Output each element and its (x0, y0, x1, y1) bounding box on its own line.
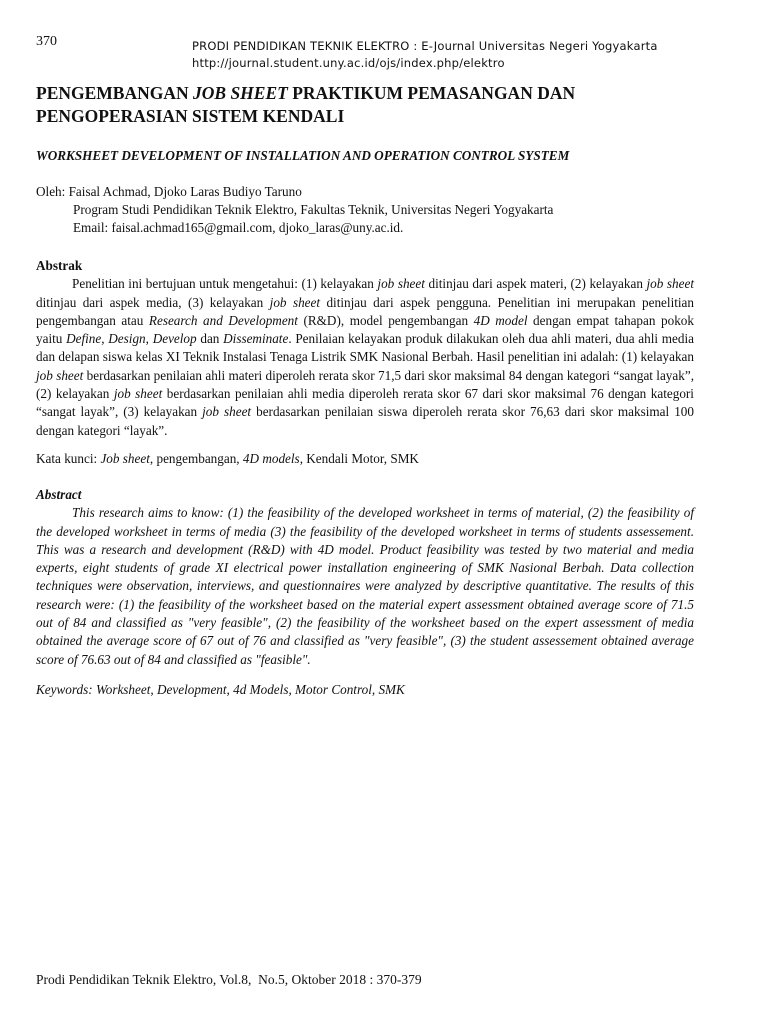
abstrak-segment: . Penilaian kelayakan produk dilakukan oleh dua ahli materi, dua ahli media dan delapan siswa kelas XI Teknik Instalasi Tenaga Listrik SMK Nasional Berbah. Hasil penelitian ini adalah: (1) kelayakan (36, 331, 695, 365)
abstrak-segment: ditinjau dari aspek media, (3) kelayakan (36, 294, 270, 310)
abstract-text: This research aims to know: (1) the feasibility of the developed worksheet in terms of material, (2) the feasibility of the developed worksheet in terms of media (3) the feasibility of the developed worksheet in terms of students assessement. This was a research and development (R&D) with 4D model. Product feasibility was tested by two material and media experts, eight students of grade XI electrical power installation engineering of SMK Nasional Berbah. Data collection techniques were observation, interviews, and questionnaires were analyzed by descriptive quantitative. The results of this research were: (1) the feasibility of the worksheet based on the material expert assessment obtained average score of 71.5 out of 84 and classified as "very feasible", (2) the feasibility of the worksheet based on the expert assessment of media obtained the average score of 67 out of 76 and classified as "very feasible", (3) the student assessement obtained average score of 76.63 out of 84 and classified as "feasible". (36, 505, 694, 667)
kata-kunci-segment: , Kendali Motor, SMK (299, 451, 419, 466)
abstrak-segment: job sheet (202, 404, 252, 420)
paper-subtitle: WORKSHEET DEVELOPMENT OF INSTALLATION AND OPERATION CONTROL SYSTEM (36, 148, 570, 163)
abstrak-text (36, 275, 694, 440)
abstrak-segment: Design (108, 331, 146, 347)
abstrak-segment: Disseminate (223, 331, 289, 347)
abstrak-segment: berdasarkan penilaian ahli materi diperoleh rerata skor 71,5 dari skor maksimal 84 dengan kategori “sangat layak”, (2) kelayakan (36, 367, 695, 402)
kata-kunci-segment: Kata kunci: (36, 451, 101, 466)
author-block (36, 183, 553, 237)
kata-kunci-segment: , pengembangan, (149, 451, 243, 466)
abstrak-segment: Develop (152, 331, 197, 347)
author-names: Oleh: Faisal Achmad, Djoko Laras Budiyo Taruno (36, 184, 302, 199)
abstrak-segment: dengan empat tahapan pokok yaitu (36, 312, 694, 347)
abstrak-section (36, 257, 694, 440)
page-number: 370 (36, 34, 57, 49)
journal-name: PRODI PENDIDIKAN TEKNIK ELEKTRO : E-Journal Universitas Negeri Yogyakarta (192, 39, 658, 53)
author-email: Email: faisal.achmad165@gmail.com, djoko_laras@uny.ac.id. (73, 220, 404, 235)
abstrak-segment: berdasarkan penilaian ahli media diperoleh rerata skor 67 dari skor maksimal 76 dengan kategori “sangat layak”, (3) kelayakan (36, 386, 694, 420)
abstrak-segment: (R&D), model pengembangan (297, 312, 474, 328)
abstrak-segment: 4D model (473, 312, 528, 328)
abstrak-heading: Abstrak (36, 258, 83, 273)
title-part-3: PRAKTIKUM PEMASANGAN DAN PENGOPERASIAN SISTEM KENDALI (36, 83, 576, 126)
abstrak-segment: job sheet (36, 367, 84, 383)
paper-title (36, 82, 656, 128)
author-affiliation: Program Studi Pendidikan Teknik Elektro, Fakultas Teknik, Universitas Negeri Yogyakarta (73, 202, 554, 217)
journal-url: http://journal.student.uny.ac.id/ojs/index.php/elektro (192, 56, 505, 70)
abstract-heading: Abstract (36, 487, 82, 502)
abstrak-segment: dan (196, 331, 224, 347)
journal-header (192, 38, 658, 72)
abstrak-segment: ditinjau dari aspek materi, (2) kelayakan (424, 276, 647, 292)
abstrak-segment: Research and Development (148, 312, 298, 328)
footer-citation: Prodi Pendidikan Teknik Elektro, Vol.8, No.5, Oktober 2018 : 370-379 (36, 972, 422, 987)
abstrak-segment: berdasarkan penilaian siswa diperoleh rerata skor 76,63 dari skor maksimal 100 dengan kategori “layak”. (36, 404, 694, 438)
abstrak-segment: , (101, 331, 109, 347)
abstrak-segment: ditinjau dari aspek pengguna. Penelitian ini merupakan penelitian pengembangan atau (36, 294, 695, 328)
title-part-2: JOB SHEET (193, 83, 288, 103)
abstrak-segment: Penelitian ini bertujuan untuk mengetahui: (1) kelayakan (72, 276, 378, 292)
abstract-section (36, 486, 694, 669)
abstrak-segment: job sheet (377, 276, 425, 292)
abstrak-segment: job sheet (269, 294, 321, 310)
abstrak-segment: Define (66, 331, 102, 347)
title-part-1: PENGEMBANGAN (36, 83, 194, 103)
kata-kunci (36, 451, 419, 467)
abstrak-segment: , (145, 331, 153, 347)
kata-kunci-segment: 4D models (242, 451, 300, 466)
keywords: Keywords: Worksheet, Development, 4d Models, Motor Control, SMK (36, 682, 405, 697)
abstrak-segment: job sheet (646, 276, 694, 292)
abstrak-segment: job sheet (113, 386, 163, 402)
kata-kunci-segment: Job sheet (100, 451, 150, 466)
